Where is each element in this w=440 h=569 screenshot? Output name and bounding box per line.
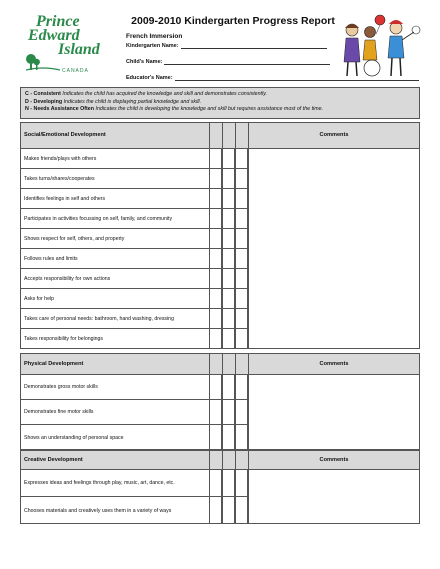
rating-cell[interactable] xyxy=(235,169,248,188)
column-divider xyxy=(235,353,236,450)
table-row xyxy=(20,189,248,209)
rating-cell[interactable] xyxy=(209,249,222,268)
column-divider xyxy=(222,353,223,450)
table-row xyxy=(20,169,248,189)
comments-header: Comments xyxy=(319,132,349,138)
table-row xyxy=(20,375,248,400)
skill-label: Shows respect for self, others, and property xyxy=(24,235,125,242)
column-divider xyxy=(209,353,210,450)
report-title: 2009-2010 Kindergarten Progress Report xyxy=(131,15,335,27)
rating-cell[interactable] xyxy=(235,400,248,424)
table-row xyxy=(20,425,248,450)
column-divider xyxy=(248,353,249,450)
skill-label: Takes care of personal needs: bathroom, hand washing, dressing xyxy=(24,315,174,322)
rating-cell[interactable] xyxy=(222,470,235,496)
rating-cell[interactable] xyxy=(235,375,248,399)
legend-code: C - Consistent xyxy=(25,91,61,97)
rating-cell[interactable] xyxy=(209,375,222,399)
field-line xyxy=(181,42,327,49)
legend-desc: Indicates the child has acquired the knowledge and skill and demonstrates consistently. xyxy=(62,91,267,97)
table-row xyxy=(20,497,248,524)
table-row xyxy=(20,329,248,349)
table-row xyxy=(20,400,248,425)
skill-label: Accepts responsibility for own actions xyxy=(24,275,111,282)
section-header-row xyxy=(20,450,420,470)
comments-box[interactable] xyxy=(248,470,420,524)
skill-label: Follows rules and limits xyxy=(24,255,78,262)
rating-cell[interactable] xyxy=(235,425,248,450)
rating-cell[interactable] xyxy=(209,400,222,424)
logo-text-prince: Prince xyxy=(36,13,80,30)
childs-name-field[interactable] xyxy=(126,58,330,65)
skill-label: Takes responsibility for belongings xyxy=(24,336,104,342)
kindergarten-name-field[interactable] xyxy=(126,42,327,49)
rating-cell[interactable] xyxy=(209,497,222,524)
logo-text-edward: Edward xyxy=(28,27,80,44)
skill-label: Identifies feelings in self and others xyxy=(24,195,106,202)
section-title: Creative Development xyxy=(24,456,83,463)
column-divider xyxy=(209,450,210,524)
rating-cell[interactable] xyxy=(222,497,235,524)
rating-cell[interactable] xyxy=(235,289,248,308)
section-title: Physical Development xyxy=(24,360,84,367)
comments-header: Comments xyxy=(319,456,349,463)
skill-label: Asks for help xyxy=(24,295,54,302)
legend-row xyxy=(25,106,415,114)
table-row xyxy=(20,269,248,289)
rating-cell[interactable] xyxy=(235,497,248,524)
skill-label: Makes friends/plays with others xyxy=(24,155,97,162)
rating-cell[interactable] xyxy=(222,229,235,248)
rating-cell[interactable] xyxy=(209,470,222,496)
column-divider xyxy=(209,122,210,349)
section-header-row xyxy=(20,122,420,149)
field-label: Educator's Name: xyxy=(126,75,173,81)
rating-cell[interactable] xyxy=(209,209,222,228)
rating-cell[interactable] xyxy=(222,269,235,288)
rating-cell[interactable] xyxy=(222,329,235,349)
tree-icon xyxy=(26,48,60,72)
comments-header: Comments xyxy=(319,360,349,367)
rating-cell[interactable] xyxy=(222,209,235,228)
table-row xyxy=(20,309,248,329)
rating-cell[interactable] xyxy=(235,309,248,328)
skill-label: Takes turns/shares/cooperates xyxy=(24,175,95,182)
column-divider xyxy=(248,450,249,524)
logo-text-island: Island xyxy=(58,41,100,58)
pei-logo xyxy=(24,12,114,74)
rating-cell[interactable] xyxy=(235,249,248,268)
field-line xyxy=(164,58,330,65)
skill-label: Demonstrates gross motor skills xyxy=(24,384,98,390)
skill-label: Expresses ideas and feelings through play, music, art, dance, etc. xyxy=(24,480,175,486)
rating-cell[interactable] xyxy=(222,425,235,450)
legend-row xyxy=(25,91,415,99)
field-label: Child's Name: xyxy=(126,59,163,65)
legend-code: N - Needs Assistance Often xyxy=(25,106,94,113)
column-divider xyxy=(248,122,249,349)
legend-desc: Indicates the child is displaying partial knowledge and skill. xyxy=(63,98,202,105)
legend-desc: Indicates the child is developing the knowledge and skill but requires assistance most of the time. xyxy=(95,106,324,113)
legend-row xyxy=(25,99,415,107)
rating-cell[interactable] xyxy=(222,400,235,424)
logo-subtitle: CANADA xyxy=(62,68,89,74)
column-divider xyxy=(222,122,223,349)
skill-label: Shows an understanding of personal space xyxy=(24,434,124,441)
rating-cell[interactable] xyxy=(222,249,235,268)
table-row xyxy=(20,249,248,269)
skill-label: Chooses materials and creatively uses them in a variety of ways xyxy=(24,507,172,514)
section-header-row xyxy=(20,353,420,375)
skill-label: Participates in activities focussing on self, family, and community xyxy=(24,215,173,222)
rating-legend xyxy=(20,87,420,119)
rating-cell[interactable] xyxy=(235,189,248,208)
rating-cell[interactable] xyxy=(222,149,235,168)
legend-code: D - Developing xyxy=(25,98,63,105)
rating-cell[interactable] xyxy=(222,189,235,208)
rating-cell[interactable] xyxy=(235,209,248,228)
rating-cell[interactable] xyxy=(209,329,222,349)
rating-cell[interactable] xyxy=(222,375,235,399)
rating-cell[interactable] xyxy=(222,289,235,308)
rating-cell[interactable] xyxy=(209,149,222,168)
table-row xyxy=(20,149,248,169)
rating-cell[interactable] xyxy=(209,289,222,308)
comments-box[interactable] xyxy=(248,375,420,450)
rating-cell[interactable] xyxy=(235,269,248,288)
column-divider xyxy=(235,450,236,524)
rating-cell[interactable] xyxy=(235,470,248,496)
skill-label: Demonstrates fine motor skills xyxy=(24,409,94,415)
rating-cell[interactable] xyxy=(235,329,248,349)
field-label: Kindergarten Name: xyxy=(126,43,179,49)
rating-cell[interactable] xyxy=(209,189,222,208)
table-row xyxy=(20,209,248,229)
table-row xyxy=(20,229,248,249)
comments-box[interactable] xyxy=(248,149,420,349)
section-title: Social/Emotional Development xyxy=(24,132,106,138)
rating-cell[interactable] xyxy=(235,149,248,168)
rating-cell[interactable] xyxy=(209,269,222,288)
rating-cell[interactable] xyxy=(222,309,235,328)
table-row xyxy=(20,289,248,309)
rating-cell[interactable] xyxy=(222,169,235,188)
column-divider xyxy=(235,122,236,349)
rating-cell[interactable] xyxy=(209,229,222,248)
rating-cell[interactable] xyxy=(235,229,248,248)
rating-cell[interactable] xyxy=(209,309,222,328)
column-divider xyxy=(222,450,223,524)
rating-cell[interactable] xyxy=(209,169,222,188)
rating-cell[interactable] xyxy=(209,425,222,450)
children-illustration-icon xyxy=(334,12,426,80)
program-label: French Immersion xyxy=(126,33,183,40)
table-row xyxy=(20,470,248,497)
